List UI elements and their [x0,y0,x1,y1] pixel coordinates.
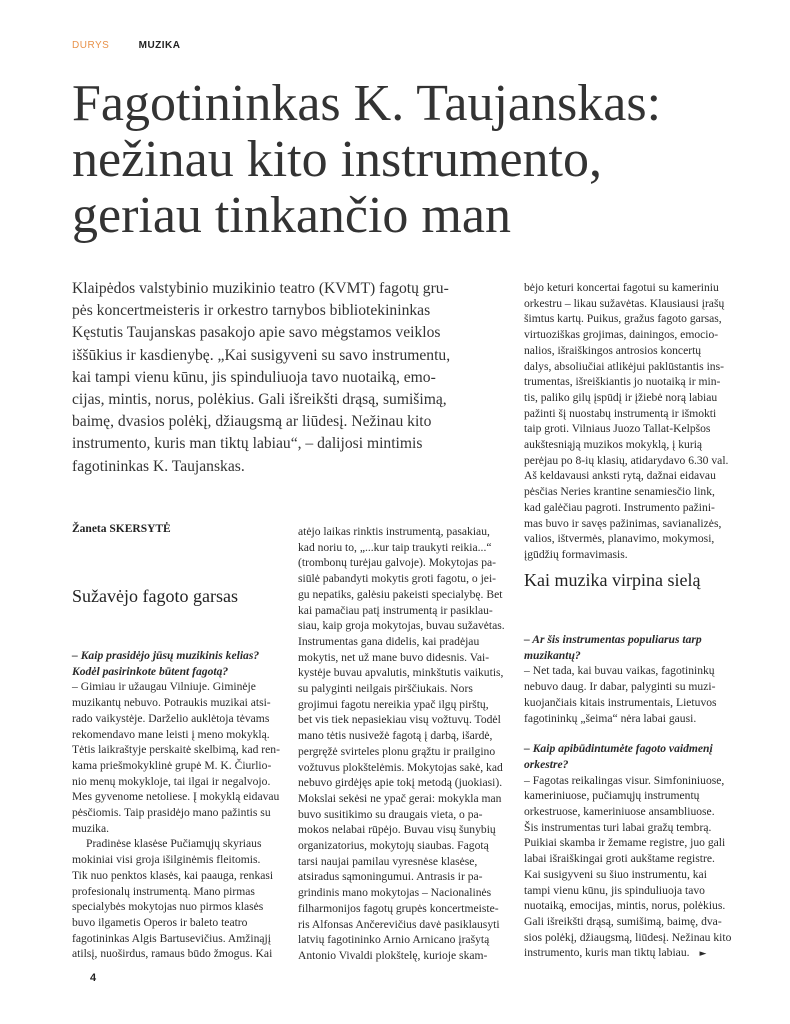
body-line: rado vaikystėje. Darželio auklėtoja tėvams [72,711,270,725]
body-line: orkestru – likau sužavėtas. Klausiausi įrašų [524,296,725,310]
body-line: rekomendavo mane leisti į meno mokyklą. [72,727,270,741]
body-line: bet vis tiek nepasiekiau visų vožtuvų. Todėl [298,713,501,727]
body-line: grojimui fagotu nereikia ypač ilgų pirštų, [298,697,489,711]
body-line: tampi vienu kūnu, jis spinduliuoja tavo [524,883,705,897]
body-line: mano tėtis nusivežė fagotą į darbą, išardė, [298,729,493,743]
body-line: valios, ištvermės, planavimo, mokymosi, [524,532,715,546]
lead-line: baimę, dvasios polėkį, džiaugsmą ar liūdesį. Nežinau kito [72,413,432,431]
spacer [524,726,744,741]
body-line: trumentas, išreiškiantis jo nuotaiką ir min- [524,375,721,389]
body-line: specialybės mokytojas nuo pirmos klasės [72,900,264,914]
body-line: mokos nelabai rūpėjo. Buvau visų šunybių [298,823,496,837]
body-line: filharmonijos fagotų grupės koncertmeiste- [298,901,499,915]
body-line: profesionalų instrumentą. Mano pirmas [72,884,255,898]
article-title [72,76,752,244]
author-byline: Žaneta SKERSYTĖ [72,523,171,535]
body-line: mas buvo ir savęs pažinimas, savianalizės, [524,516,722,530]
magazine-name: DURYS [72,40,110,51]
body-line: fagotininkų „šeima“ nėra labai gausi. [524,711,697,725]
body-line-last [524,945,744,963]
body-line: latvių fagotininko Arnio Arnicano įrašytą [298,933,490,947]
column-2 [298,524,510,964]
question-line: orkestre? [524,757,569,771]
lead-line: Klaipėdos valstybinio muzikinio teatro (KVMT) fagotų gru- [72,280,449,297]
body-line: šimtus kartų. Puikus, gražus fagoto garsas, [524,312,722,326]
subheading-first: Sužavėjo fagoto garsas [72,586,238,606]
page-number: 4 [90,972,97,984]
body-line: nebuvo girdėjęs apie tokį metodą (juokiasi). [298,776,503,790]
title-line: Fagotininkas K. Taujanskas: [72,75,662,132]
body-line: muzikantų nebuvo. Potraukis muzikai atsi- [72,696,271,710]
body-line: Gali išreikšti drąsą, sumišimą, baimę, dva- [524,914,722,928]
lead-line: cijas, mintis, norus, polėkius. Gali išreikšti drąsą, sumišimą, [72,391,447,409]
question-line: muzikantų? [524,648,581,662]
body-line: siūlė pabandyti mokytis groti fagotu, o jei- [298,572,497,586]
body-line: – Fagotas reikalingas visur. Simfoniniuose, [524,773,725,787]
title-line: geriau tinkančio man [72,187,511,244]
body-line: Antonio Vivaldi plokštelę, kurioje skam- [298,948,488,962]
body-line: bėjo keturi koncertai fagotui su kameriniu [524,281,719,294]
body-line: kad galėčiau pagroti. Instrumento pažini- [524,500,715,514]
body-line: fagotininkas Algis Bartusevičius. Amžinąjį [72,931,272,945]
body-line: dalys, absoliučiai atlikėjui paklūstantis ins- [524,359,724,373]
body-line: kai pamačiau patį instrumentą ir pasiklau- [298,603,493,617]
body-line: grindinis mano mokytojas – Nacionalinės [298,886,492,900]
body-line: mokytis, net už mane buvo didesnis. Vai- [298,650,490,664]
lead-line: instrumento, kuris man tiktų labiau“, – dalijosi mintimis [72,435,423,453]
body-line: Šis instrumentas turi labai gražų tembrą. [524,820,712,834]
body-line: organizatorius, mokytojų siaubas. Fagotą [298,839,489,853]
body-line: atilsį, nuoširdus, ramaus būdo žmogus. Kai [72,947,273,961]
body-line: kuojančiais kitais instrumentais, Lietuvos [524,695,717,709]
body-line: (trombonų turėjau galvoje). Mokytojas pa- [298,556,497,570]
body-line: Pradinėse klasėse Pučiamųjų skyriaus [86,837,262,851]
body-line: buvo ilgametis Operos ir baleto teatro [72,915,248,929]
body-line: Puikiai skamba ir žemame registre, juo gali [524,836,726,850]
column-1 [72,648,284,962]
body-line: atsiradus sąmoningumui. Antrasis ir pa- [298,870,483,884]
body-line: Tik nuo penktos klasės, kai paauga, renkasi [72,868,274,882]
question-line: Kodėl pasirinkote būtent fagotą? [72,664,229,678]
body-line: taip groti. Vilniaus Juozo Tallat-Kelpšos [524,422,711,436]
column-3-bottom [524,632,744,963]
question-line: – Ar šis instrumentas populiarus tarp [524,633,702,646]
title-line: nežinau kito instrumento, [72,131,603,188]
body-line: – Net tada, kai buvau vaikas, fagotininkų [524,664,715,678]
body-line: kama priešmokyklinė grupė M. K. Čiurlio- [72,758,272,772]
question-line: – Kaip prasidėjo jūsų muzikinis kelias? [72,649,260,662]
lead-line: fagotininkas K. Taujanskas. [72,457,245,475]
lead-line: kai tampi vienu kūnu, jis spinduliuoja tavo nuotaiką, emo- [72,368,436,386]
column-3-top [524,280,744,563]
lead-line: Kęstutis Taujanskas pasakojo apie savo mėgstamos veiklos [72,324,441,342]
body-line: Tėtis laikraštyje perskaitė skelbimą, kad ren- [72,743,280,757]
section-label: MUZIKA [138,40,181,51]
subheading-second: Kai muzika virpina sielą [524,570,701,590]
body-line: aukštesniąją muzikos mokyklą, į kurią [524,438,703,452]
body-line: nalios, išraiškingos antrosios koncertų [524,343,702,357]
body-line: Mes gyvenome netoliese. Į mokyklą eidavau [72,790,280,804]
question-line: – Kaip apibūdintumėte fagoto vaidmenį [524,742,713,756]
continue-arrow-icon: ► [699,949,707,960]
body-line: pėsčiomis. Taip prasidėjo mano pažintis su [72,806,271,820]
body-line: atėjo laikas rinktis instrumentą, pasakiau, [298,525,490,538]
body-line: Kai susigyveni su šiuo instrumentu, kai [524,867,707,881]
body-line: Aš keldavausi anksti rytą, dažnai eidavau [524,469,716,483]
body-line: pažinti šį nuostabų instrumentą ir išmokti [524,406,717,420]
body-line: įgūdžių formavimasis. [524,547,628,561]
body-line: ris Alfonsas Ančerevičius davė pasiklausyti [298,917,500,931]
body-line: kameriniuose, pučiamųjų instrumentų [524,789,700,803]
body-line: tarsi naujai pamilau vyresnėse klasėse, [298,854,478,868]
body-line: orkestruose, kameriniuose ansambliuose. [524,805,715,819]
body-line: gu nepatiks, galėsiu pakeisti specialybę. Bet [298,587,503,601]
lead-line: pės koncertmeisteris ir orkestro tarnybos bibliotekininkas [72,302,431,320]
body-line: muzika. [72,821,110,835]
body-line-text: instrumento, kuris man tiktų labiau. [524,946,690,960]
page-header [72,40,181,51]
body-line: Mokslai sekėsi ne ypač gerai: mokykla man [298,791,502,805]
body-line: kad noriu to, „...kur taip traukyti reikia...“ [298,540,492,554]
lead-paragraph [72,278,504,478]
body-line: pergręžė svirteles plonu grąžtu ir prailgino [298,744,496,758]
body-line: nebuvo daug. Ir dabar, palyginti su muzi- [524,680,716,694]
body-line: mokiniai visi groja išilginėmis fleitomis. [72,853,261,867]
body-line: sios polėkį, džiaugsmą, liūdesį. Nežinau kito [524,930,732,944]
body-line: Instrumentas gana didelis, kai pradėjau [298,634,480,648]
body-line: su palyginti neilgais pirščiukais. Nors [298,682,473,696]
body-line: siau, kaip groja mokytojas, buvau sužavėtas. [298,619,505,633]
body-line: buvo susitikimo su draugais vieta, o pa- [298,807,483,821]
body-line: nio menų mokykloje, tai ilgai ir negalvojo. [72,774,271,788]
body-line: perėjau po 8-ių klasių, atidarydavo 6.30 val. [524,453,729,467]
body-line: vožtuvus plokštelėmis. Mokytojas sakė, kad [298,760,503,774]
body-line: kystėje buvau apvalutis, minkštutis vaikutis, [298,666,504,680]
body-line: nuotaiką, emocijas, mintis, norus, polėkius. [524,899,726,913]
body-line: – Gimiau ir užaugau Vilniuje. Giminėje [72,680,256,694]
lead-line: iššūkius ir kasdienybę. „Kai susigyveni su savo instrumentu, [72,346,451,364]
body-line: pėsčias Neries krantine senamiesčio link, [524,485,715,499]
body-line: labai išraiškingai groti aukštame registre. [524,852,715,866]
body-line: tis, paliko gilų įspūdį ir įžiebė norą labiau [524,390,718,404]
body-line: virtuoziškas grojimas, dainingos, emocio- [524,328,719,342]
